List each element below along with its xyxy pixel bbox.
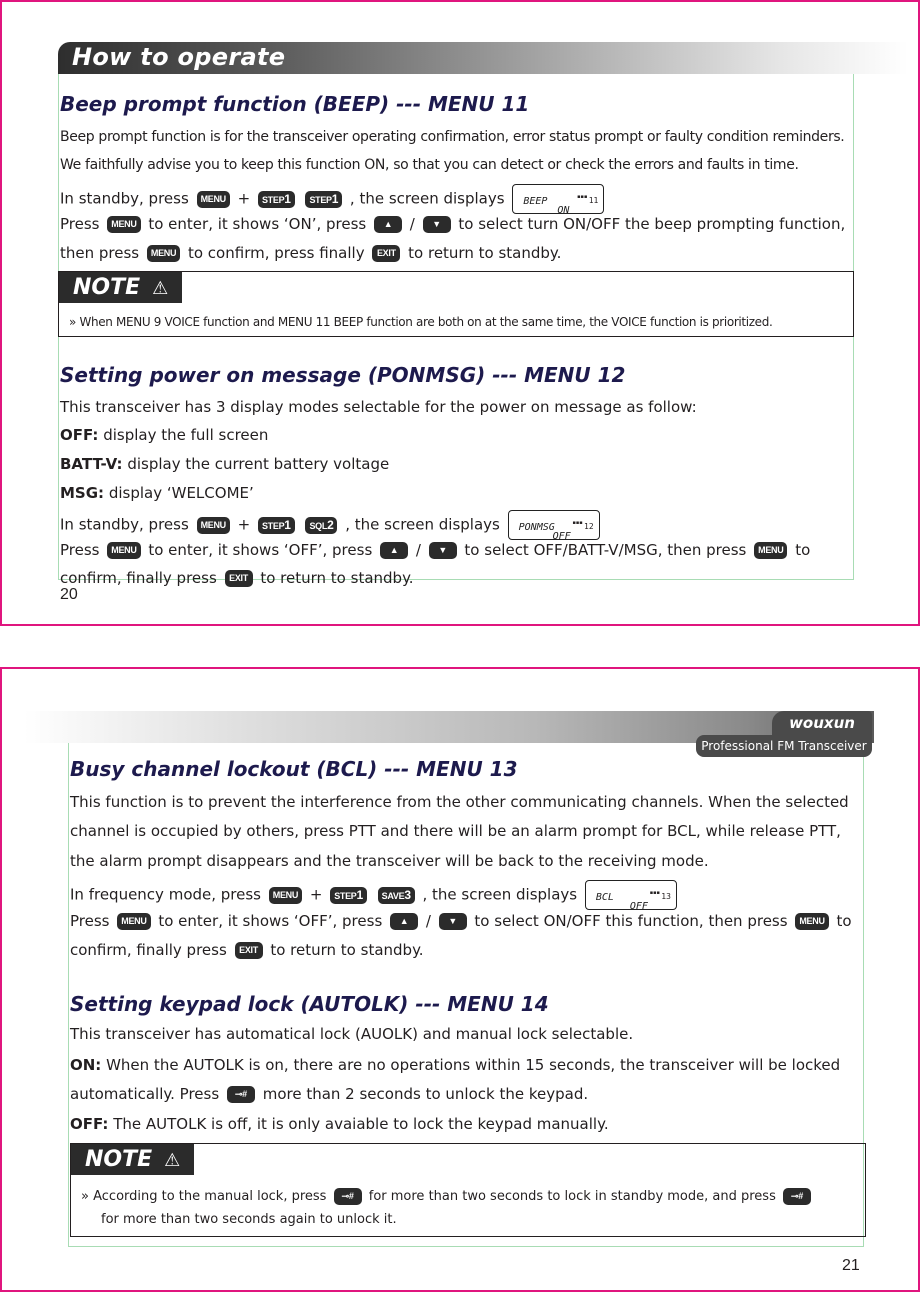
text: to return to standby.	[408, 244, 562, 262]
bcl-paragraph-1: This function is to prevent the interference from the other communicating channels. When the selected	[70, 793, 849, 811]
manual-page-21	[0, 667, 920, 1292]
bcl-instruction-line-6	[70, 939, 424, 961]
brand-badge	[696, 711, 872, 757]
text: Press	[60, 215, 100, 233]
step-1-key-icon	[305, 191, 342, 208]
text: to enter, it shows ‘OFF’, press	[148, 541, 373, 559]
bcl-paragraph-3: the alarm prompt disappears and the transceiver will be back to the receiving mode.	[70, 852, 709, 870]
note-text: According to the manual lock, press	[93, 1189, 327, 1204]
sql-2-key-icon	[305, 517, 337, 534]
option-text: The AUTOLK is off, it is only avaiable to lock the keypad manually.	[113, 1115, 609, 1133]
autolk-off-line	[70, 1113, 609, 1135]
down-arrow-key-icon: ▼	[439, 913, 467, 930]
key-label: SQL	[309, 520, 328, 531]
lcd-display-icon	[585, 880, 677, 910]
text: , the screen displays	[349, 189, 505, 208]
up-arrow-key-icon: ▲	[374, 216, 402, 233]
note-content-line-2: for more than two seconds again to unlock it.	[101, 1212, 397, 1227]
down-arrow-key-icon: ▼	[429, 542, 457, 559]
text: to enter, it shows ‘OFF’, press	[158, 912, 383, 930]
menu-key-icon: MENU	[107, 542, 140, 559]
text: In standby, press	[60, 189, 189, 208]
text: to select turn ON/OFF the beep prompting function,	[458, 215, 846, 233]
lock-key-icon: ⊸#	[783, 1188, 811, 1205]
section-header-title: How to operate	[72, 43, 286, 71]
double-chevron-icon: »	[81, 1189, 89, 1204]
step-1-key-icon	[330, 887, 367, 904]
up-arrow-key-icon: ▲	[390, 913, 418, 930]
section-header-bar	[58, 42, 908, 74]
lcd-line-2: ON	[557, 205, 570, 216]
warning-triangle-icon: ⚠	[164, 1150, 181, 1171]
text: to enter, it shows ‘ON’, press	[148, 215, 367, 233]
brand-logo: wouxun	[772, 711, 872, 735]
page-number: 20	[60, 586, 78, 603]
note-content	[69, 315, 772, 329]
text: to select ON/OFF this function, then press	[474, 912, 788, 930]
lcd-display-icon	[512, 184, 604, 214]
option-label: OFF:	[60, 426, 99, 444]
lcd-menu-number: 13	[661, 892, 671, 901]
ponmsg-paragraph-1: This transceiver has 3 display modes selectable for the power on message as follow:	[60, 398, 697, 416]
save-3-key-icon	[378, 887, 415, 904]
lcd-line-1: PONMSG	[518, 522, 555, 533]
bcl-instruction-line-5: Press MENU to enter, it shows ‘OFF’, press ▲ / ▼ to select ON/OFF this function, then press MENU to	[70, 912, 852, 930]
note-label-text: NOTE	[85, 1147, 153, 1172]
key-number: 1	[331, 191, 339, 206]
key-label: SAVE	[381, 890, 405, 901]
text: to return to standby.	[260, 569, 414, 587]
manual-page-20	[0, 0, 920, 626]
text: Press	[70, 912, 110, 930]
option-label: BATT-V:	[60, 455, 123, 473]
text: confirm, finally press	[70, 941, 227, 959]
lock-key-icon: ⊸#	[227, 1086, 255, 1103]
autolk-line-3	[70, 1083, 588, 1105]
ponmsg-heading: Setting power on message (PONMSG) --- MENU 12	[60, 363, 626, 387]
text: confirm, finally press	[60, 569, 217, 587]
text: more than 2 seconds to unlock the keypad.	[262, 1085, 589, 1103]
beep-instruction-line-5	[60, 242, 561, 264]
lcd-menu-number: 11	[588, 196, 599, 205]
key-label: STEP	[309, 194, 332, 205]
option-label: OFF:	[70, 1115, 109, 1133]
autolk-heading: Setting keypad lock (AUTOLK) --- MENU 14	[70, 992, 549, 1016]
option-text: display the full screen	[103, 426, 269, 444]
text: automatically. Press	[70, 1085, 220, 1103]
key-number: 1	[284, 191, 291, 206]
bcl-paragraph-2: channel is occupied by others, press PTT and there will be an alarm prompt for BCL, while release PTT,	[70, 822, 841, 840]
beep-instruction-line-3: In standby, press MENU + STEP1 STEP1 , the screen displays ▪▪▪ BEEP ON 11	[60, 184, 607, 214]
ponmsg-instruction-line-5: In standby, press MENU + STEP1 SQL2 , the screen displays ▪▪▪ PONMSG OFF 12	[60, 510, 603, 540]
lcd-line-2: OFF	[552, 531, 571, 542]
step-1-key-icon	[258, 191, 295, 208]
lcd-line-1: BCL	[595, 892, 614, 903]
key-label: STEP	[334, 890, 357, 901]
text: In frequency mode, press	[70, 885, 261, 904]
menu-key-icon: MENU	[754, 542, 787, 559]
lcd-indicator: ▪▪▪	[572, 520, 583, 526]
text: to	[795, 541, 811, 559]
menu-key-icon: MENU	[795, 913, 828, 930]
page-number: 21	[842, 1257, 860, 1274]
note-label-text: NOTE	[73, 275, 141, 300]
up-arrow-key-icon: ▲	[380, 542, 408, 559]
beep-heading: Beep prompt function (BEEP) --- MENU 11	[60, 92, 530, 116]
key-number: 3	[404, 887, 411, 902]
key-number: 2	[327, 517, 334, 532]
option-text: When the AUTOLK is on, there are no operations within 15 seconds, the transceiver will be locked	[106, 1056, 841, 1074]
key-number: 1	[356, 887, 363, 902]
ponmsg-off-line	[60, 424, 268, 446]
text: In standby, press	[60, 515, 189, 534]
lcd-line-1: BEEP	[523, 196, 548, 207]
ponmsg-batt-line	[60, 453, 389, 475]
autolk-paragraph-1: This transceiver has automatical lock (AUOLK) and manual lock selectable.	[70, 1025, 634, 1043]
menu-key-icon: MENU	[269, 887, 302, 904]
note-text: for more than two seconds to lock in standby mode, and press	[368, 1189, 776, 1204]
option-label: ON:	[70, 1056, 102, 1074]
lcd-indicator: ▪▪▪	[577, 194, 588, 200]
lcd-indicator: ▪▪▪	[649, 890, 660, 896]
ponmsg-instruction-line-6: Press MENU to enter, it shows ‘OFF’, press ▲ / ▼ to select OFF/BATT-V/MSG, then press MENU to	[60, 541, 811, 559]
lcd-display-icon	[508, 510, 600, 540]
option-text: display ‘WELCOME’	[108, 484, 254, 502]
note-label	[71, 1144, 194, 1175]
text: to select OFF/BATT-V/MSG, then press	[464, 541, 747, 559]
text: , the screen displays	[422, 885, 578, 904]
note-box	[58, 271, 854, 337]
brand-tagline: Professional FM Transceiver	[696, 735, 872, 757]
text: Press	[60, 541, 100, 559]
key-label: STEP	[261, 520, 285, 531]
ponmsg-instruction-line-7	[60, 567, 414, 589]
exit-key-icon: EXIT	[225, 570, 253, 587]
bcl-heading: Busy channel lockout (BCL) --- MENU 13	[70, 757, 518, 781]
step-1-key-icon	[258, 517, 295, 534]
lcd-menu-number: 12	[584, 522, 594, 531]
exit-key-icon: EXIT	[372, 245, 400, 262]
lock-key-icon: ⊸#	[334, 1188, 362, 1205]
note-box	[70, 1143, 866, 1237]
ponmsg-msg-line	[60, 482, 254, 504]
note-label	[59, 272, 182, 303]
warning-triangle-icon: ⚠	[152, 278, 169, 299]
note-content-line-1	[81, 1188, 814, 1205]
autolk-on-line	[70, 1054, 840, 1076]
double-chevron-icon: »	[69, 315, 76, 329]
beep-paragraph-2: We faithfully advise you to keep this function ON, so that you can detect or check the errors and faults in time.	[60, 157, 799, 173]
beep-instruction-line-4: Press MENU to enter, it shows ‘ON’, press ▲ / ▼ to select turn ON/OFF the beep prompting function,	[60, 215, 846, 233]
menu-key-icon: MENU	[107, 216, 140, 233]
option-label: MSG:	[60, 484, 105, 502]
option-text: display the current battery voltage	[127, 455, 390, 473]
bcl-instruction-line-4: In frequency mode, press MENU + STEP1 SAVE3 , the screen displays ▪▪▪ BCL OFF 13	[70, 880, 680, 910]
menu-key-icon: MENU	[147, 245, 180, 262]
text: , the screen displays	[345, 515, 500, 534]
lcd-line-2: OFF	[629, 901, 648, 912]
exit-key-icon: EXIT	[235, 942, 263, 959]
menu-key-icon: MENU	[197, 191, 230, 208]
text: to return to standby.	[270, 941, 424, 959]
text: to confirm, press finally	[187, 244, 365, 262]
menu-key-icon: MENU	[197, 517, 230, 534]
note-text: When MENU 9 VOICE function and MENU 11 BEEP function are both on at the same time, the VOICE function is prioritized.	[79, 315, 773, 329]
beep-paragraph-1: Beep prompt function is for the transceiver operating confirmation, error status prompt or faulty condition reminders.	[60, 129, 845, 145]
text: then press	[60, 244, 140, 262]
text: to	[836, 912, 852, 930]
menu-key-icon: MENU	[117, 913, 150, 930]
key-number: 1	[284, 517, 291, 532]
down-arrow-key-icon: ▼	[423, 216, 451, 233]
key-label: STEP	[261, 194, 285, 205]
